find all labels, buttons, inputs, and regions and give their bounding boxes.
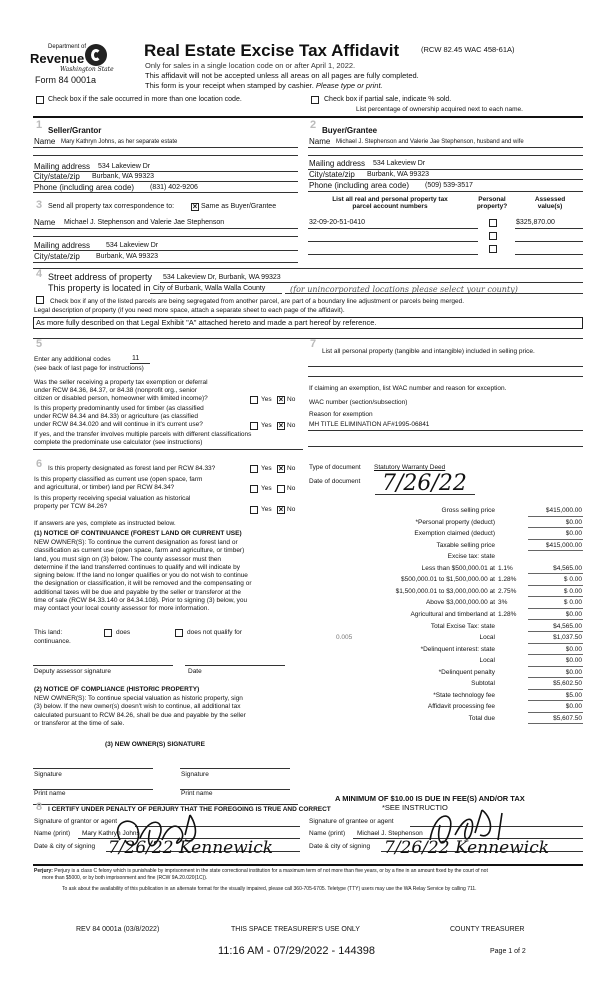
- same-as-buyer-checkbox[interactable]: ×: [192, 202, 198, 211]
- local-rate: 0.005: [336, 634, 353, 642]
- seller-phone-value[interactable]: (831) 402-9206: [150, 184, 198, 191]
- timber-no-checkbox[interactable]: ×: [278, 421, 284, 430]
- tax-row-label: Less than $500,000.01 at: [421, 564, 495, 572]
- assessed-col-header: Assessed value(s): [534, 196, 566, 210]
- header-line-1: Only for sales in a single location code on or after April 1, 2022.: [145, 61, 356, 70]
- personal-property-checkbox[interactable]: [489, 232, 497, 240]
- forest-no-checkbox[interactable]: ×: [278, 464, 284, 473]
- current-use-question: Is this property classified as current use (open space, farm and agricultural, or timber) land per RCW 84.34?: [34, 476, 203, 492]
- tax-row-label: $1,500,000.01 to $3,000,000.00 at: [395, 587, 495, 595]
- seller-city-value[interactable]: Burbank, WA 99323: [92, 173, 155, 180]
- yes-label: Yes: [261, 465, 272, 472]
- page-title: Real Estate Excise Tax Affidavit: [144, 41, 400, 60]
- header-line-2: This affidavit will not be accepted unless all areas on all pages are fully completed.: [145, 71, 419, 80]
- document-date-label: Date of document: [309, 478, 361, 485]
- tax-row-label: Total due: [468, 714, 495, 722]
- notice-compliance-text: NEW OWNER(S): To continue special valuation as historic property, sign (3) below. If the new owner(s) doesn't wish to continue, all additional tax calculated pursuant to RCW 84.26, shall be due and payable by the seller or transferor at the time of sale.: [34, 695, 246, 727]
- no-label: No: [287, 485, 296, 492]
- tax-row-label: Total Excise Tax: state: [430, 622, 495, 630]
- signature-label: Signature: [34, 771, 62, 778]
- buyer-heading: Buyer/Grantee: [322, 126, 378, 135]
- tax-row-value[interactable]: $1,037.50: [553, 634, 582, 642]
- perjury-note: Perjury: Perjury is a class C felony which is punishable by imprisonment in the state correctional institution for a maximum term of not more than five years, or by a fine in an amount fixed by the court of not: [34, 868, 488, 874]
- partial-sale-note: List percentage of ownership acquired next to each name.: [356, 106, 523, 113]
- exemption-question: Was the seller receiving a property tax exemption or deferral under RCW 84.36, 84.37, or 84.38 (nonprofit org., senior citizen or disabled person, homeowner with limited income)?: [34, 379, 208, 403]
- tax-row-value[interactable]: $0.00: [565, 530, 582, 538]
- yes-label: Yes: [261, 506, 272, 513]
- yes-label: Yes: [261, 485, 272, 492]
- seller-phone-label: Phone (including area code): [34, 183, 135, 192]
- codes-note: (see back of last page for instructions): [34, 365, 144, 372]
- print-name-label: Print name: [181, 790, 213, 797]
- forest-land-question: Is this property designated as forest land per RCW 84.33?: [48, 465, 216, 472]
- assessed-value[interactable]: $325,870.00: [516, 219, 555, 226]
- correspondence-label: Send all property tax correspondence to:: [48, 203, 175, 210]
- dept-label: Department of: [48, 44, 87, 50]
- notice-compliance-title: (2) NOTICE OF COMPLIANCE (HISTORIC PROPERTY): [34, 686, 200, 693]
- does-label: does: [116, 629, 131, 636]
- section-number: 2: [310, 119, 317, 131]
- tax-rate: 1.28%: [498, 610, 517, 618]
- no-label: No: [287, 396, 296, 403]
- grantor-date-city-label: Date & city of signing: [34, 843, 96, 850]
- tax-row-label: Agricultural and timberland at: [410, 610, 495, 618]
- street-label: Street address of property: [48, 272, 153, 282]
- grantor-date-handwritten[interactable]: 7/26/22 Kennewick: [108, 838, 274, 858]
- personal-property-checkbox[interactable]: [489, 219, 497, 227]
- grantee-date-handwritten[interactable]: 7/26/22 Kennewick: [384, 838, 550, 858]
- legal-description-value: As more fully described on that Legal Exhibit "A" attached hereto and made a part hereof by reference.: [36, 318, 377, 327]
- multi-location-label: Check box if the sale occurred in more than one location code.: [48, 96, 242, 103]
- buyer-name-value[interactable]: Michael J. Stephenson and Valerie Jae Stephenson, husband and wife: [336, 139, 524, 145]
- seller-city-label: City/state/zip: [34, 172, 80, 181]
- signature-label: Signature: [181, 771, 209, 778]
- this-land-label: This land:: [34, 629, 63, 636]
- tax-row-label: Excise tax: state: [447, 553, 495, 561]
- historical-no-checkbox[interactable]: ×: [278, 505, 284, 514]
- buyer-city-value[interactable]: Burbank, WA 99323: [367, 171, 430, 178]
- correspondence-name-label: Name: [34, 218, 56, 227]
- does-not-label: does not qualify for: [187, 629, 242, 636]
- new-owner-signature-title: (3) NEW OWNER(S) SIGNATURE: [105, 741, 205, 748]
- exemption-yes-checkbox[interactable]: [250, 396, 258, 404]
- section-number: 3: [36, 199, 43, 211]
- yes-label: Yes: [261, 422, 272, 429]
- tax-rate: 1.28%: [498, 576, 517, 584]
- correspondence-city-value[interactable]: Burbank, WA 99323: [96, 253, 159, 260]
- seller-name-label: Name: [34, 137, 56, 146]
- form-revision: REV 84 0001a (03/8/2022): [76, 926, 160, 933]
- document-date-handwritten[interactable]: 7/26/22: [382, 471, 467, 496]
- wac-number-label: WAC number (section/subsection): [309, 399, 408, 406]
- grantee-name-value[interactable]: Michael J. Stephenson: [357, 830, 423, 837]
- section-number: 5: [36, 338, 43, 350]
- tax-row-value[interactable]: $0.00: [565, 645, 582, 653]
- document-type-value[interactable]: Statutory Warranty Deed: [374, 464, 446, 471]
- reason-label: Reason for exemption: [309, 411, 373, 418]
- exemption-wac-label: If claiming an exemption, list WAC number and reason for exception.: [309, 385, 507, 392]
- classification-note: If yes, and the transfer involves multiple parcels with different classifications complete the predominate use calculator (see instructions): [34, 431, 252, 447]
- tax-row-value[interactable]: $415,000.00: [545, 507, 582, 514]
- tax-row-value[interactable]: $4,565.00: [553, 622, 582, 630]
- land-does-checkbox[interactable]: [104, 629, 112, 637]
- no-label: No: [287, 465, 296, 472]
- tax-row-value[interactable]: $0.00: [565, 657, 582, 665]
- form-number: Form 84 0001a: [35, 75, 97, 85]
- timber-yes-checkbox[interactable]: [250, 422, 258, 430]
- located-value[interactable]: City of Burbank, Walla Walla County: [153, 285, 266, 292]
- grantee-name-label: Name (print): [309, 830, 346, 837]
- personal-col-header: Personal property?: [476, 196, 508, 210]
- answers-note: If answers are yes, complete as instructed below.: [34, 520, 176, 527]
- treasurer-use-label: THIS SPACE TREASURER'S USE ONLY: [231, 926, 360, 933]
- tax-rate: 2.75%: [498, 587, 517, 595]
- tax-row-value[interactable]: $415,000.00: [545, 541, 582, 549]
- tax-row-value[interactable]: $0.00: [565, 668, 582, 676]
- header-line-3: This form is your receipt when stamped by cashier. Please type or print.: [145, 81, 383, 90]
- located-label: This property is located in: [48, 283, 151, 293]
- tax-row-label: *State technology fee: [433, 691, 495, 699]
- tax-row-label: *Delinquent interest: state: [420, 645, 495, 653]
- continuance-label: continuance.: [34, 638, 71, 645]
- document-type-label: Type of document: [309, 464, 361, 471]
- correspondence-city-label: City/state/zip: [34, 252, 80, 261]
- certify-statement: I CERTIFY UNDER PENALTY OF PERJURY THAT THE FOREGOING IS TRUE AND CORRECT: [48, 806, 331, 813]
- seller-name-value[interactable]: Mary Kathryn Johns, as her separate estate: [61, 139, 178, 145]
- buyer-mailing-value[interactable]: 534 Lakeview Dr: [373, 160, 426, 167]
- tax-row-label: Above $3,000,000.00 at: [425, 599, 495, 607]
- historical-yes-checkbox[interactable]: [250, 506, 258, 514]
- same-as-buyer-label: Same as Buyer/Grantee: [201, 203, 277, 210]
- correspondence-name-value[interactable]: Michael J. Stephenson and Valerie Jae Stephenson: [64, 219, 225, 226]
- notice-continuance-text: NEW OWNER(S): To continue the current designation as forest land or classification as current use (open space, farm and agriculture, or timber) land, you must sign on (3) below. The county assessor must then determine if the land transferred continues to qualify and will indicate by signing below. If the land no longer qualifies or you do not wish to continue the designation or classification, it will be removed and the compensating or additional taxes will be due and payable by the seller or transferor at the time of sale (RCW 84.33.140 or 84.34.108). Prior to signing (3) below, you may contact your local county assessor for more information.: [34, 539, 252, 613]
- tax-row-label: $500,000.01 to $1,500,000.00 at: [401, 576, 495, 584]
- rcw-reference: (RCW 82.45 WAC 458-61A): [421, 45, 515, 54]
- tax-row-value[interactable]: $ 0.00: [563, 587, 582, 595]
- tax-row-value[interactable]: $5,602.50: [553, 680, 582, 688]
- tax-row-label: Gross selling price: [441, 507, 495, 514]
- agency-name: Revenue: [30, 51, 85, 66]
- section-number: 4: [36, 268, 43, 280]
- section-number: 8: [36, 801, 43, 813]
- grantee-date-city-label: Date & city of signing: [309, 843, 371, 850]
- segregated-label: Check box if any of the listed parcels are being segregated from another parcel, are part of a boundary line adjustment or parcels being merged.: [50, 298, 465, 305]
- correspondence-mailing-label: Mailing address: [34, 241, 91, 250]
- parcel-col-header: List all real and personal property tax parcel account numbers: [332, 196, 448, 210]
- grantor-signature-label: Signature of grantor or agent: [34, 818, 118, 825]
- timber-question: Is this property predominantly used for timber (as classified under RCW 84.34 and 84.33) or agriculture (as classified under RCW 84.34.020 and will continue in it's current use?: [34, 405, 204, 429]
- tax-row-value[interactable]: $0.00: [565, 610, 582, 618]
- grantor-name-value[interactable]: Mary Kathryn Johns: [82, 830, 140, 837]
- seller-heading: Seller/Grantor: [48, 126, 102, 135]
- codes-label: Enter any additional codes: [34, 356, 111, 363]
- notice-continuance-title: (1) NOTICE OF CONTINUANCE (FOREST LAND OR CURRENT USE): [34, 530, 242, 537]
- personal-property-label: List all personal property (tangible and intangible) included in selling price.: [322, 348, 535, 355]
- page-number: Page 1 of 2: [490, 948, 526, 955]
- state-label: Washington State: [60, 66, 114, 73]
- tax-row-value[interactable]: $ 0.00: [563, 599, 582, 607]
- section-number: 6: [36, 458, 43, 470]
- tax-row-value[interactable]: $ 0.00: [563, 576, 582, 584]
- buyer-mailing-label: Mailing address: [309, 159, 366, 168]
- exemption-no-checkbox[interactable]: ×: [278, 395, 284, 404]
- segregated-checkbox[interactable]: [36, 296, 44, 304]
- see-instructions-note: *SEE INSTRUCTIO: [382, 803, 448, 812]
- tax-row-value[interactable]: $0.00: [565, 518, 582, 526]
- tax-row-label: Affidavit processing fee: [427, 703, 495, 711]
- multi-location-checkbox[interactable]: [36, 96, 44, 104]
- revenue-logo-icon: [85, 44, 107, 66]
- tax-row-value[interactable]: $5,607.50: [553, 714, 582, 722]
- no-label: No: [287, 506, 296, 513]
- parcel-number[interactable]: 32-09-20-51-0410: [309, 219, 366, 226]
- cashier-stamp: 11:16 AM - 07/29/2022 - 144398: [218, 945, 375, 957]
- buyer-phone-value[interactable]: (509) 539-3517: [425, 182, 473, 189]
- deputy-signature-label: Deputy assessor signature: [34, 668, 111, 675]
- tax-row-label: Subtotal: [471, 680, 495, 688]
- no-label: No: [287, 422, 296, 429]
- print-name-label: Print name: [34, 790, 66, 797]
- unincorporated-note: (for unincorporated locations please select your county): [290, 285, 518, 294]
- tax-row-value[interactable]: $0.00: [565, 703, 582, 711]
- availability-note: To ask about the availability of this publication in an alternate format for the visually impaired, please call 360-705-6705. Teletype (TTY) users may use the WA Relay Service by calling 711.: [62, 886, 477, 892]
- current-use-no-checkbox[interactable]: [277, 485, 285, 493]
- grantee-signature-label: Signature of grantee or agent: [309, 818, 394, 825]
- personal-property-checkbox[interactable]: [489, 245, 497, 253]
- land-does-not-checkbox[interactable]: [175, 629, 183, 637]
- tax-rate: 3%: [498, 599, 508, 607]
- section-number: 1: [36, 119, 43, 131]
- tax-row-value[interactable]: $5.00: [565, 691, 582, 699]
- seller-mailing-label: Mailing address: [34, 162, 91, 171]
- yes-label: Yes: [261, 396, 272, 403]
- tax-row-value[interactable]: $4,565.00: [553, 564, 582, 572]
- perjury-note-2: more than $5000, or by both imprisonment and fine (RCW 9A.20.020(1C)).: [42, 875, 208, 881]
- partial-sale-label: Check box if partial sale, indicate % sold.: [324, 96, 452, 103]
- historical-question: Is this property receiving special valuation as historical property per TCW 84.26?: [34, 495, 191, 511]
- seller-mailing-value[interactable]: 534 Lakeview Dr: [98, 163, 151, 170]
- street-value[interactable]: 534 Lakeview Dr, Burbank, WA 99323: [163, 274, 281, 281]
- partial-sale-checkbox[interactable]: [311, 96, 319, 104]
- reason-value[interactable]: MH TITLE ELIMINATION AF#1995-06841: [309, 421, 430, 428]
- forest-yes-checkbox[interactable]: [250, 465, 258, 473]
- tax-row-label: Exemption claimed (deduct): [414, 530, 495, 538]
- buyer-phone-label: Phone (including area code): [309, 181, 410, 190]
- tax-row-label: *Personal property (deduct): [415, 518, 495, 526]
- grantor-name-label: Name (print): [34, 830, 71, 837]
- section-number: 7: [310, 338, 317, 350]
- tax-row-label: Local: [479, 634, 495, 642]
- buyer-name-label: Name: [309, 137, 331, 146]
- correspondence-mailing-value[interactable]: 534 Lakeview Dr: [106, 242, 159, 249]
- tax-row-label: Local: [479, 657, 495, 665]
- tax-row-label: *Delinquent penalty: [438, 668, 495, 676]
- minimum-due-note: A MINIMUM OF $10.00 IS DUE IN FEE(S) AND/OR TAX: [335, 794, 525, 803]
- codes-value[interactable]: 11: [132, 355, 140, 362]
- deputy-date-label: Date: [188, 668, 202, 675]
- current-use-yes-checkbox[interactable]: [250, 485, 258, 493]
- buyer-city-label: City/state/zip: [309, 170, 355, 179]
- county-treasurer-label: COUNTY TREASURER: [450, 926, 525, 933]
- tax-rate: 1.1%: [498, 564, 513, 572]
- tax-row-label: Taxable selling price: [436, 541, 495, 549]
- legal-label: Legal description of property (if you need more space, attach a separate sheet to each page of the affidavit).: [34, 307, 345, 314]
